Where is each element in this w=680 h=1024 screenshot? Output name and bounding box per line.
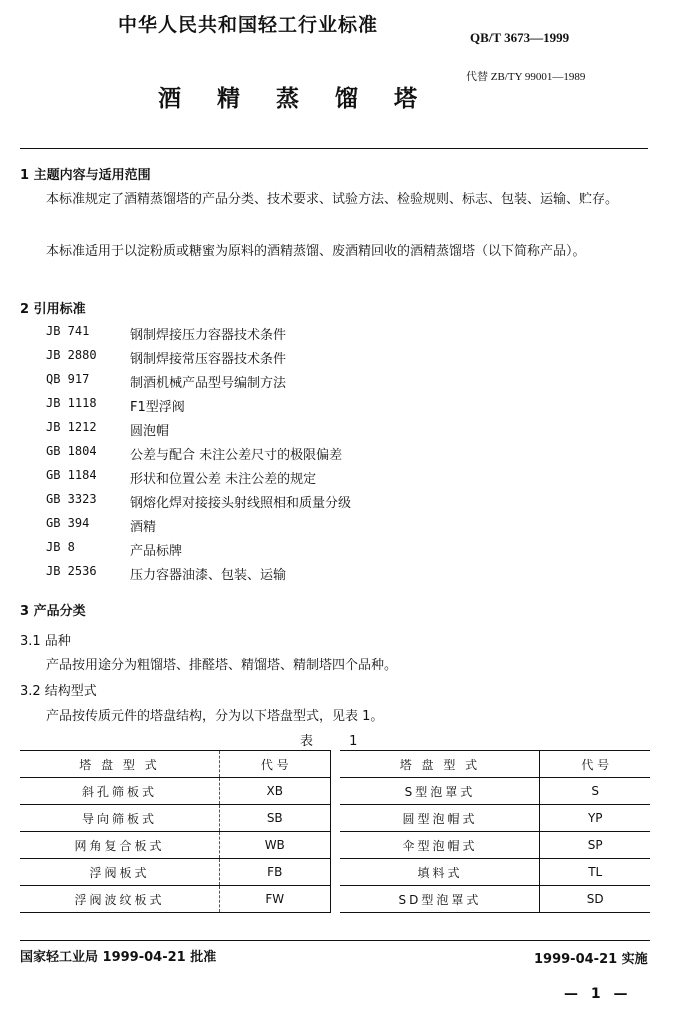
standard-code: GB 1804 [46,444,97,458]
tray-type-cell: 斜孔筛板式 [20,778,220,805]
approval-line: 国家轻工业局 1999-04-21 批准 [20,950,217,965]
column-divider [330,778,340,805]
tray-type-cell: 浮阀板式 [20,859,220,886]
code-cell: XB [220,778,331,805]
standard-item [46,516,351,540]
standard-code: GB 394 [46,516,90,530]
column-divider [330,832,340,859]
table-row [20,805,650,832]
subsection-3-2-body: 产品按传质元件的塔盘结构，分为以下塔盘型式，见表 1。 [46,709,384,724]
standard-item [46,540,351,564]
document-title: 酒 精 蒸 馏 塔 [158,86,432,112]
standard-name: 钢熔化焊对接接头射线照相和质量分级 [130,496,352,511]
standard-name: F1型浮阀 [130,400,185,415]
code-cell: SP [540,832,650,859]
table-caption: 表 1 [300,734,374,749]
tray-type-cell: 浮阀波纹板式 [20,886,220,913]
standard-item [46,348,351,372]
replaces-standard: 代替 ZB/TY 99001—1989 [466,71,586,83]
section-3-heading: 3 产品分类 [20,604,86,619]
standard-name: 产品标牌 [130,544,183,559]
effective-date: 1999-04-21 实施 [534,952,648,967]
standard-item [46,444,351,468]
standard-item [46,468,351,492]
code-cell: SD [540,886,650,913]
code-cell: FW [220,886,331,913]
standard-name: 制酒机械产品型号编制方法 [130,376,287,391]
standard-item [46,492,351,516]
tray-type-table [20,750,650,913]
standard-item [46,372,351,396]
standard-code: GB 1184 [46,468,97,482]
column-divider [330,751,340,778]
standard-name: 钢制焊接常压容器技术条件 [130,352,287,367]
standard-name: 酒精 [130,520,157,535]
header-tray-type: 塔 盘 型 式 [340,751,540,778]
header-divider [20,148,648,149]
column-divider [330,886,340,913]
table-header-row [20,751,650,778]
standard-code: QB 917 [46,372,90,386]
tray-type-cell: S型泡罩式 [340,778,540,805]
code-cell: S [540,778,650,805]
code-cell: FB [220,859,331,886]
code-cell: YP [540,805,650,832]
tray-type-cell: 网角复合板式 [20,832,220,859]
section-1-paragraph-2: 本标准适用于以淀粉质或糖蜜为原料的酒精蒸馏、废酒精回收的酒精蒸馏塔（以下简称产品）。 [46,244,586,259]
footer-divider [20,940,650,941]
code-cell: SB [220,805,331,832]
table-row [20,859,650,886]
industry-standard-heading: 中华人民共和国轻工行业标准 [118,14,379,36]
section-1-paragraph-1: 本标准规定了酒精蒸馏塔的产品分类、技术要求、试验方法、检验规则、标志、包装、运输、贮存。 [46,192,619,207]
column-divider [330,805,340,832]
standard-code: JB 2880 [46,348,97,362]
standard-code: JB 2536 [46,564,97,578]
standard-name: 钢制焊接压力容器技术条件 [130,328,287,343]
subsection-3-1-body: 产品按用途分为粗馏塔、排醛塔、精馏塔、精制塔四个品种。 [46,658,398,673]
subsection-3-2-heading: 3.2 结构型式 [20,684,97,699]
standard-code: JB 8 [46,540,75,554]
tray-type-cell: 圆型泡帽式 [340,805,540,832]
code-cell: TL [540,859,650,886]
standard-item [46,324,351,348]
standard-number: QB/T 3673—1999 [470,30,570,45]
table-row [20,886,650,913]
standard-code: JB 741 [46,324,90,338]
tray-type-cell: 伞型泡帽式 [340,832,540,859]
code-cell: WB [220,832,331,859]
header-code: 代 号 [540,751,650,778]
standard-item [46,396,351,420]
table-row [20,778,650,805]
tray-type-cell: 导向筛板式 [20,805,220,832]
referenced-standards-list [46,324,351,588]
subsection-3-1-heading: 3.1 品种 [20,634,71,649]
header-tray-type: 塔 盘 型 式 [20,751,220,778]
header-code: 代 号 [220,751,331,778]
tray-type-cell: SD型泡罩式 [340,886,540,913]
column-divider [330,859,340,886]
standard-code: GB 3323 [46,492,97,506]
standard-name: 形状和位置公差 未注公差的规定 [130,472,317,487]
table-row [20,832,650,859]
standard-name: 压力容器油漆、包装、运输 [130,568,287,583]
standard-name: 圆泡帽 [130,424,170,439]
standard-code: JB 1212 [46,420,97,434]
standard-code: JB 1118 [46,396,97,410]
standard-item [46,420,351,444]
section-1-heading: 1 主题内容与适用范围 [20,168,151,183]
page-number: — 1 — [564,986,632,1002]
standard-item [46,564,351,588]
section-2-heading: 2 引用标准 [20,302,86,317]
tray-type-cell: 填料式 [340,859,540,886]
standard-name: 公差与配合 未注公差尺寸的极限偏差 [130,448,343,463]
